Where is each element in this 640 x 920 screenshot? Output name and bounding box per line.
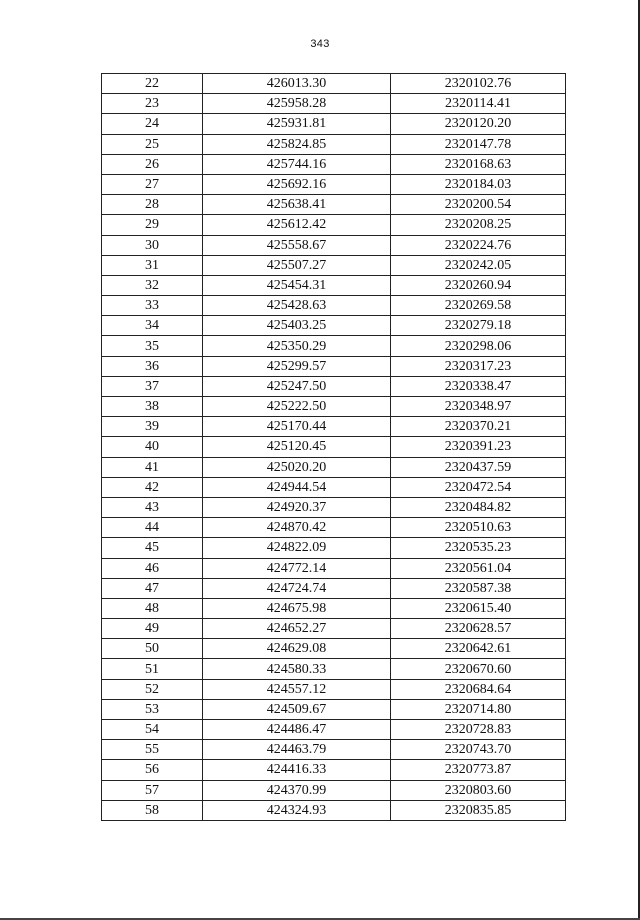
table-row (102, 376, 566, 396)
point-number-cell: 28 (102, 195, 203, 215)
table-row (102, 134, 566, 154)
x-coordinate-cell: 425120.45 (203, 437, 391, 457)
y-coordinate-cell: 2320773.87 (391, 760, 566, 780)
point-number-cell: 48 (102, 598, 203, 618)
x-coordinate-cell: 425507.27 (203, 255, 391, 275)
y-coordinate-cell: 2320147.78 (391, 134, 566, 154)
y-coordinate-cell: 2320102.76 (391, 74, 566, 94)
point-number-cell: 58 (102, 800, 203, 820)
point-number-cell: 36 (102, 356, 203, 376)
point-number-cell: 46 (102, 558, 203, 578)
coordinates-table-body (102, 74, 566, 821)
table-row (102, 639, 566, 659)
table-row (102, 114, 566, 134)
point-number-cell: 27 (102, 174, 203, 194)
y-coordinate-cell: 2320208.25 (391, 215, 566, 235)
y-coordinate-cell: 2320224.76 (391, 235, 566, 255)
table-row (102, 780, 566, 800)
point-number-cell: 39 (102, 417, 203, 437)
y-coordinate-cell: 2320391.23 (391, 437, 566, 457)
point-number-cell: 23 (102, 94, 203, 114)
x-coordinate-cell: 424580.33 (203, 659, 391, 679)
y-coordinate-cell: 2320114.41 (391, 94, 566, 114)
y-coordinate-cell: 2320338.47 (391, 376, 566, 396)
point-number-cell: 44 (102, 518, 203, 538)
x-coordinate-cell: 424486.47 (203, 720, 391, 740)
table-row (102, 417, 566, 437)
y-coordinate-cell: 2320184.03 (391, 174, 566, 194)
table-row (102, 235, 566, 255)
table-row (102, 215, 566, 235)
y-coordinate-cell: 2320242.05 (391, 255, 566, 275)
table-row (102, 275, 566, 295)
table-row (102, 619, 566, 639)
point-number-cell: 45 (102, 538, 203, 558)
table-row (102, 740, 566, 760)
table-row (102, 477, 566, 497)
table-row (102, 760, 566, 780)
y-coordinate-cell: 2320317.23 (391, 356, 566, 376)
x-coordinate-cell: 425403.25 (203, 316, 391, 336)
y-coordinate-cell: 2320835.85 (391, 800, 566, 820)
point-number-cell: 32 (102, 275, 203, 295)
x-coordinate-cell: 425638.41 (203, 195, 391, 215)
point-number-cell: 34 (102, 316, 203, 336)
x-coordinate-cell: 425428.63 (203, 296, 391, 316)
point-number-cell: 22 (102, 74, 203, 94)
x-coordinate-cell: 424724.74 (203, 578, 391, 598)
table-row (102, 497, 566, 517)
x-coordinate-cell: 424557.12 (203, 679, 391, 699)
point-number-cell: 57 (102, 780, 203, 800)
table-row (102, 699, 566, 719)
y-coordinate-cell: 2320714.80 (391, 699, 566, 719)
x-coordinate-cell: 424509.67 (203, 699, 391, 719)
x-coordinate-cell: 424652.27 (203, 619, 391, 639)
y-coordinate-cell: 2320348.97 (391, 397, 566, 417)
y-coordinate-cell: 2320120.20 (391, 114, 566, 134)
page-number: 343 (310, 38, 330, 50)
x-coordinate-cell: 425350.29 (203, 336, 391, 356)
table-row (102, 154, 566, 174)
table-row (102, 800, 566, 820)
table-row (102, 659, 566, 679)
table-row (102, 578, 566, 598)
y-coordinate-cell: 2320484.82 (391, 497, 566, 517)
point-number-cell: 56 (102, 760, 203, 780)
point-number-cell: 40 (102, 437, 203, 457)
table-row (102, 336, 566, 356)
x-coordinate-cell: 425824.85 (203, 134, 391, 154)
y-coordinate-cell: 2320561.04 (391, 558, 566, 578)
y-coordinate-cell: 2320269.58 (391, 296, 566, 316)
y-coordinate-cell: 2320628.57 (391, 619, 566, 639)
point-number-cell: 31 (102, 255, 203, 275)
point-number-cell: 52 (102, 679, 203, 699)
x-coordinate-cell: 424416.33 (203, 760, 391, 780)
x-coordinate-cell: 424370.99 (203, 780, 391, 800)
point-number-cell: 24 (102, 114, 203, 134)
y-coordinate-cell: 2320510.63 (391, 518, 566, 538)
table-row (102, 255, 566, 275)
table-row (102, 518, 566, 538)
table-row (102, 174, 566, 194)
x-coordinate-cell: 425299.57 (203, 356, 391, 376)
y-coordinate-cell: 2320642.61 (391, 639, 566, 659)
x-coordinate-cell: 425931.81 (203, 114, 391, 134)
table-row (102, 457, 566, 477)
table-row (102, 538, 566, 558)
point-number-cell: 33 (102, 296, 203, 316)
y-coordinate-cell: 2320472.54 (391, 477, 566, 497)
point-number-cell: 26 (102, 154, 203, 174)
table-row (102, 316, 566, 336)
x-coordinate-cell: 424324.93 (203, 800, 391, 820)
y-coordinate-cell: 2320615.40 (391, 598, 566, 618)
x-coordinate-cell: 425692.16 (203, 174, 391, 194)
table-row (102, 679, 566, 699)
x-coordinate-cell: 424629.08 (203, 639, 391, 659)
x-coordinate-cell: 425558.67 (203, 235, 391, 255)
table-row (102, 558, 566, 578)
x-coordinate-cell: 425222.50 (203, 397, 391, 417)
x-coordinate-cell: 424920.37 (203, 497, 391, 517)
x-coordinate-cell: 424675.98 (203, 598, 391, 618)
point-number-cell: 25 (102, 134, 203, 154)
y-coordinate-cell: 2320200.54 (391, 195, 566, 215)
y-coordinate-cell: 2320684.64 (391, 679, 566, 699)
x-coordinate-cell: 425247.50 (203, 376, 391, 396)
point-number-cell: 37 (102, 376, 203, 396)
point-number-cell: 55 (102, 740, 203, 760)
table-row (102, 94, 566, 114)
coordinates-table (101, 73, 566, 821)
x-coordinate-cell: 425958.28 (203, 94, 391, 114)
table-row (102, 397, 566, 417)
x-coordinate-cell: 425170.44 (203, 417, 391, 437)
table-row (102, 720, 566, 740)
table-row (102, 598, 566, 618)
y-coordinate-cell: 2320279.18 (391, 316, 566, 336)
x-coordinate-cell: 424463.79 (203, 740, 391, 760)
x-coordinate-cell: 424772.14 (203, 558, 391, 578)
x-coordinate-cell: 425020.20 (203, 457, 391, 477)
x-coordinate-cell: 424870.42 (203, 518, 391, 538)
y-coordinate-cell: 2320587.38 (391, 578, 566, 598)
point-number-cell: 42 (102, 477, 203, 497)
x-coordinate-cell: 425612.42 (203, 215, 391, 235)
point-number-cell: 43 (102, 497, 203, 517)
point-number-cell: 38 (102, 397, 203, 417)
point-number-cell: 29 (102, 215, 203, 235)
y-coordinate-cell: 2320370.21 (391, 417, 566, 437)
table-row (102, 437, 566, 457)
x-coordinate-cell: 425744.16 (203, 154, 391, 174)
x-coordinate-cell: 424944.54 (203, 477, 391, 497)
x-coordinate-cell: 426013.30 (203, 74, 391, 94)
y-coordinate-cell: 2320260.94 (391, 275, 566, 295)
table-row (102, 195, 566, 215)
point-number-cell: 54 (102, 720, 203, 740)
table-row (102, 74, 566, 94)
point-number-cell: 47 (102, 578, 203, 598)
y-coordinate-cell: 2320803.60 (391, 780, 566, 800)
x-coordinate-cell: 425454.31 (203, 275, 391, 295)
y-coordinate-cell: 2320743.70 (391, 740, 566, 760)
point-number-cell: 30 (102, 235, 203, 255)
point-number-cell: 53 (102, 699, 203, 719)
point-number-cell: 41 (102, 457, 203, 477)
y-coordinate-cell: 2320535.23 (391, 538, 566, 558)
point-number-cell: 35 (102, 336, 203, 356)
x-coordinate-cell: 424822.09 (203, 538, 391, 558)
point-number-cell: 50 (102, 639, 203, 659)
y-coordinate-cell: 2320168.63 (391, 154, 566, 174)
point-number-cell: 49 (102, 619, 203, 639)
y-coordinate-cell: 2320437.59 (391, 457, 566, 477)
y-coordinate-cell: 2320728.83 (391, 720, 566, 740)
table-row (102, 356, 566, 376)
y-coordinate-cell: 2320298.06 (391, 336, 566, 356)
point-number-cell: 51 (102, 659, 203, 679)
table-row (102, 296, 566, 316)
y-coordinate-cell: 2320670.60 (391, 659, 566, 679)
